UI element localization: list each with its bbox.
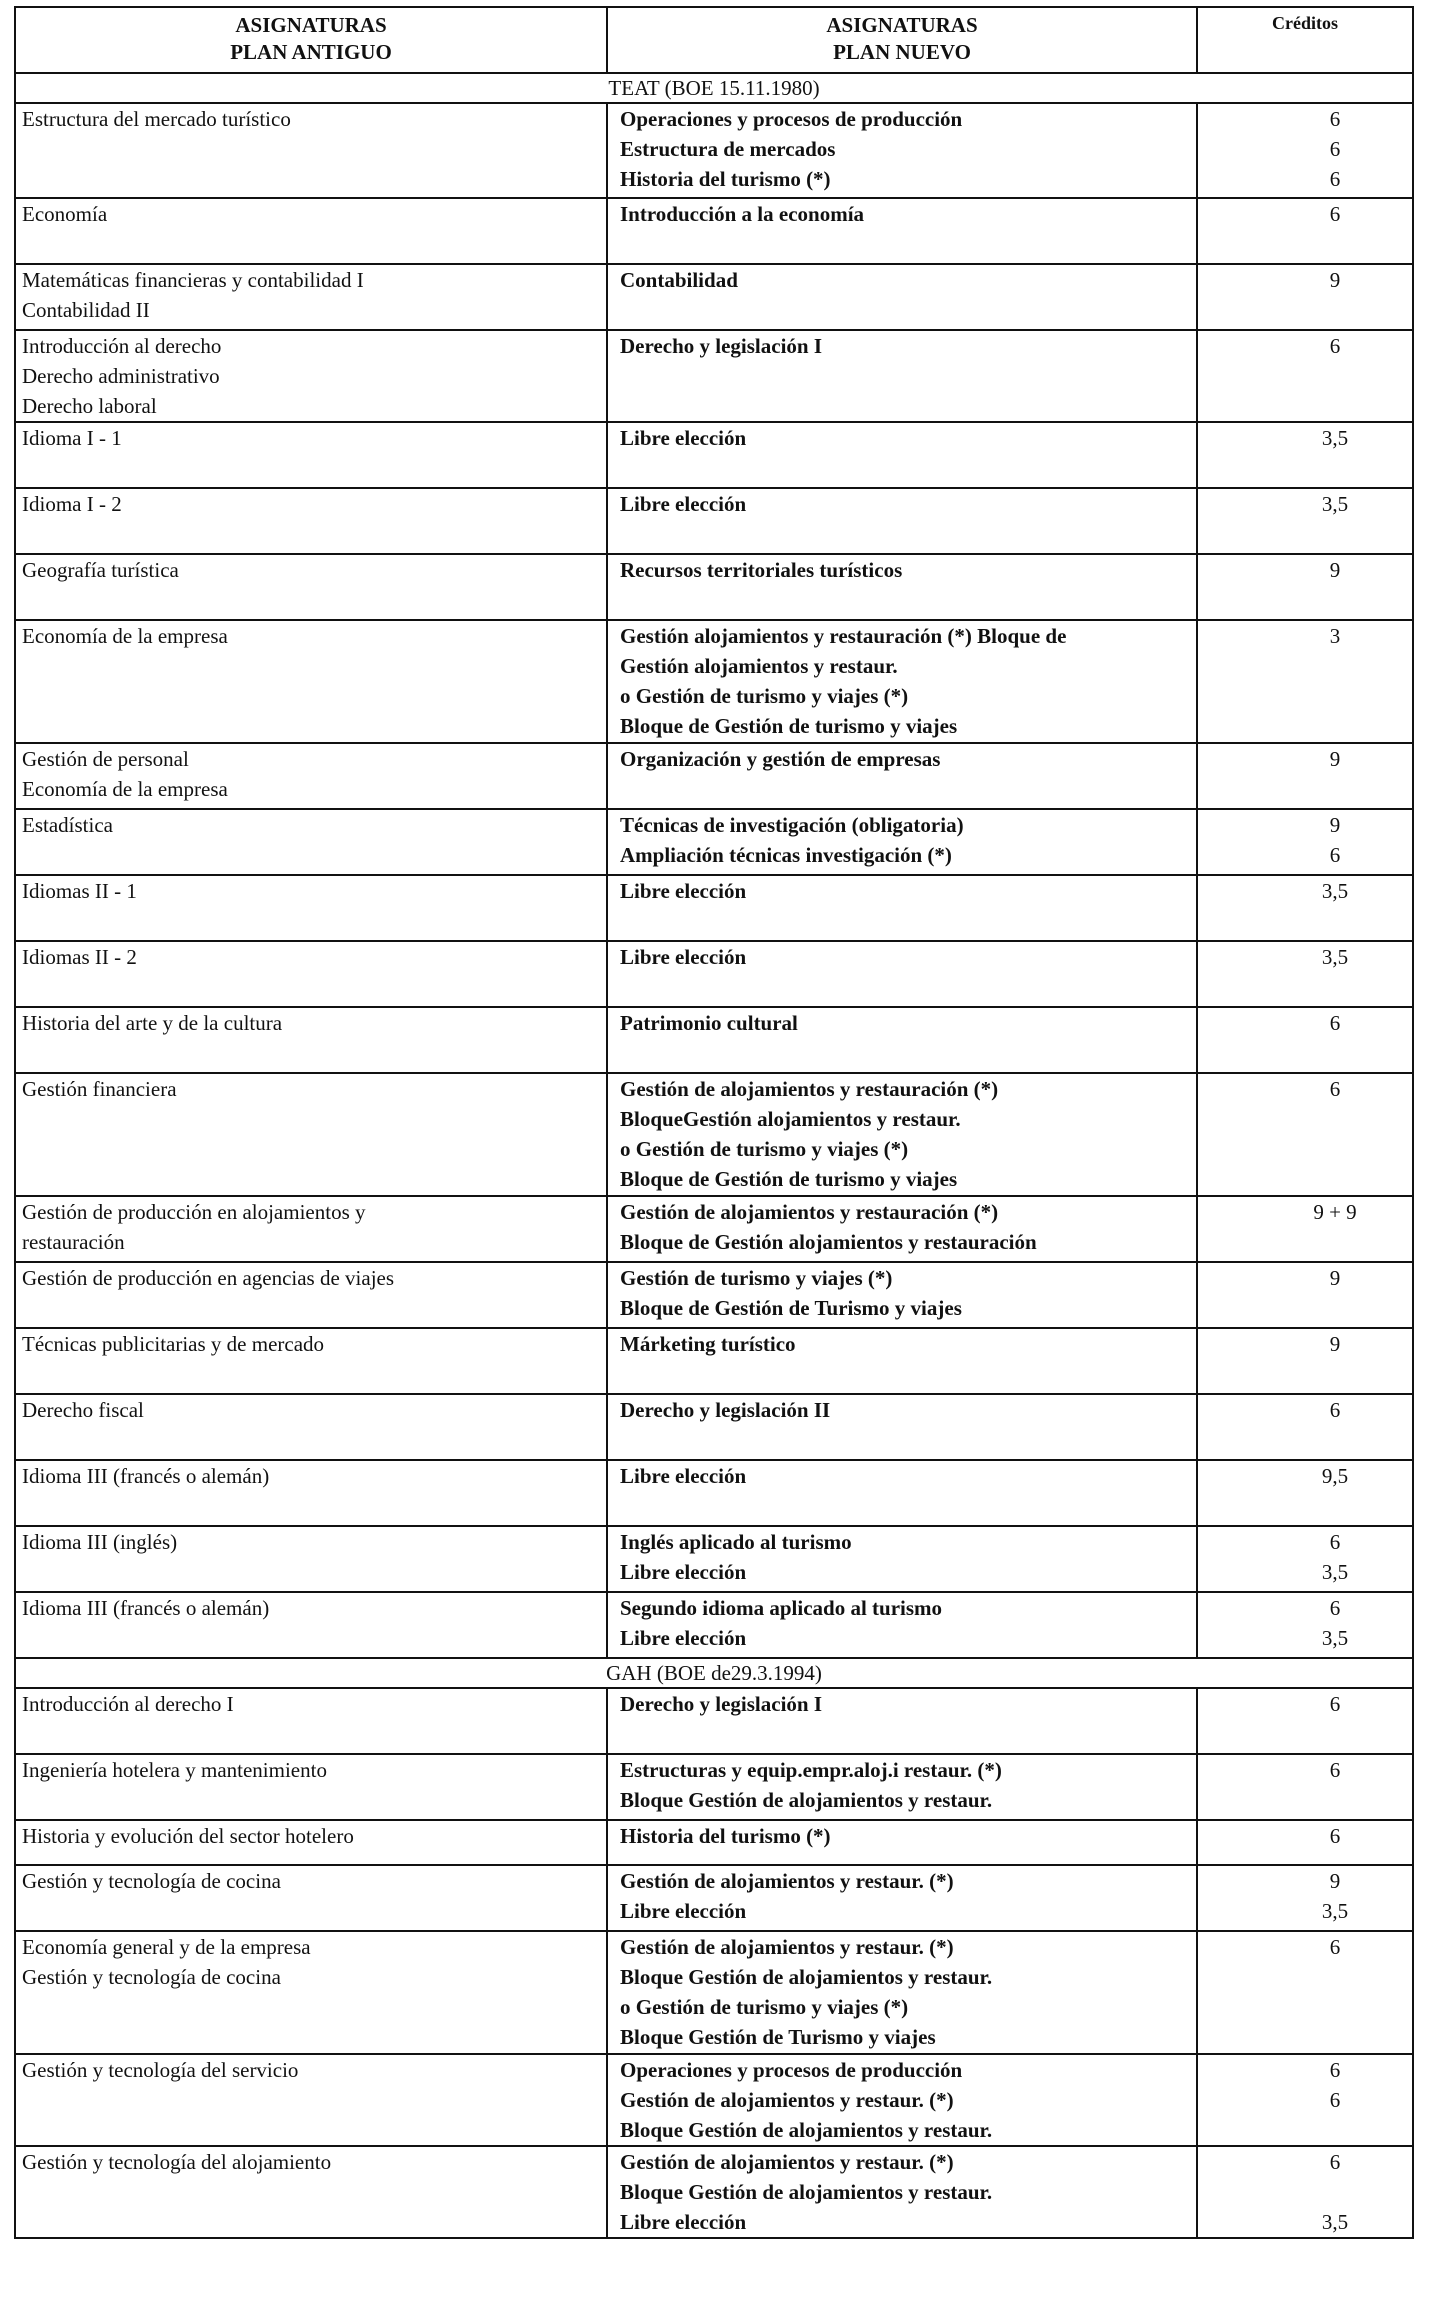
credit-value: 6 [1329, 107, 1341, 131]
table-row [15, 1931, 1413, 2054]
credit-value: 9 [1329, 268, 1341, 292]
old-plan-cell [15, 264, 607, 330]
credit-value: 3,5 [1321, 1560, 1349, 1584]
table-row [15, 743, 1413, 809]
credit-value: 9 + 9 [1313, 1200, 1357, 1224]
subject-line: Estructuras y equip.empr.aloj.i restaur. (*) [620, 1758, 1002, 1782]
old-plan-cell [15, 1931, 607, 2054]
credit-value [1198, 2177, 1412, 2207]
subject-line: Gestión y tecnología de cocina [22, 1869, 281, 1893]
subject-line: Introducción al derecho I [22, 1692, 234, 1716]
subject-line: Gestión de alojamientos y restauración (*) [620, 1200, 999, 1224]
old-plan-cell [15, 1007, 607, 1073]
old-plan-cell [15, 2146, 607, 2238]
old-plan-cell [15, 941, 607, 1007]
credits-cell [1197, 330, 1413, 422]
credit-value: 6 [1329, 1398, 1341, 1422]
credit-value: 6 [1329, 1758, 1341, 1782]
old-plan-cell [15, 809, 607, 875]
subject-line: Operaciones y procesos de producción [620, 2058, 963, 2082]
subject-line: Estadística [22, 813, 113, 837]
new-plan-cell [607, 875, 1197, 941]
credit-value: 6 [1329, 1077, 1341, 1101]
subject-line: Gestión de alojamientos y restaur. (*) [620, 2088, 954, 2112]
subject-line: Bloque de Gestión alojamientos y restauración [620, 1230, 1037, 1254]
subject-line: Técnicas publicitarias y de mercado [22, 1332, 325, 1356]
credit-value: 6 [1329, 1530, 1341, 1554]
credits-cell [1197, 809, 1413, 875]
credit-value: 3,5 [1321, 492, 1349, 516]
subject-line: Organización y gestión de empresas [620, 747, 941, 771]
section-title: GAH (BOE de29.3.1994) [15, 1658, 1413, 1688]
subject-line: Historia del turismo (*) [620, 167, 831, 191]
credits-cell [1197, 264, 1413, 330]
table-row [15, 1196, 1413, 1262]
header-new-plan: ASIGNATURAS PLAN NUEVO [607, 7, 1197, 73]
new-plan-cell [607, 1394, 1197, 1460]
table-row [15, 264, 1413, 330]
subject-line: Historia y evolución del sector hotelero [22, 1824, 354, 1848]
subject-line: Bloque Gestión de alojamientos y restaur. [620, 2118, 993, 2142]
old-plan-cell [15, 620, 607, 743]
table-row [15, 1754, 1413, 1820]
credit-value: 9 [1329, 1266, 1341, 1290]
old-plan-cell [15, 422, 607, 488]
subject-line: Economía de la empresa [22, 777, 228, 801]
subject-line: Bloque de Gestión de turismo y viajes [620, 1167, 958, 1191]
new-plan-cell [607, 103, 1197, 198]
new-plan-cell [607, 488, 1197, 554]
old-plan-cell [15, 1592, 607, 1658]
new-plan-cell [607, 941, 1197, 1007]
credit-value: 9 [1329, 813, 1341, 837]
credits-cell [1197, 743, 1413, 809]
new-plan-cell [607, 809, 1197, 875]
subject-line: Historia del turismo (*) [620, 1824, 831, 1848]
section-title: TEAT (BOE 15.11.1980) [15, 73, 1413, 103]
old-plan-cell [15, 1394, 607, 1460]
subject-line: Patrimonio cultural [620, 1011, 798, 1035]
table-row [15, 1460, 1413, 1526]
table-row [15, 198, 1413, 264]
credit-value: 6 [1329, 2088, 1341, 2112]
credits-cell [1197, 1328, 1413, 1394]
credits-cell [1197, 1931, 1413, 2054]
subject-line: Márketing turístico [620, 1332, 796, 1356]
credit-value: 3 [1329, 624, 1341, 648]
subject-line: Gestión financiera [22, 1077, 177, 1101]
table-row [15, 809, 1413, 875]
credit-value: 3,5 [1321, 2210, 1349, 2234]
subject-line: Gestión de producción en alojamientos y [22, 1200, 366, 1224]
new-plan-cell [607, 1931, 1197, 2054]
credits-cell [1197, 1865, 1413, 1931]
credits-cell [1197, 1754, 1413, 1820]
table-row [15, 1394, 1413, 1460]
subject-line: Bloque Gestión de alojamientos y restaur. [620, 1965, 993, 1989]
subject-line: Derecho y legislación I [620, 334, 823, 358]
subject-line: BloqueGestión alojamientos y restaur. [620, 1107, 961, 1131]
old-plan-cell [15, 1262, 607, 1328]
new-plan-cell [607, 1460, 1197, 1526]
subject-line: Gestión de alojamientos y restaur. (*) [620, 1935, 954, 1959]
subject-line: Introducción a la economía [620, 202, 865, 226]
subject-line: o Gestión de turismo y viajes (*) [620, 684, 909, 708]
new-plan-cell [607, 1592, 1197, 1658]
subject-line: Gestión y tecnología del alojamiento [22, 2150, 332, 2174]
credit-value: 6 [1329, 202, 1341, 226]
old-plan-cell [15, 1688, 607, 1754]
subject-line: Estructura de mercados [620, 137, 836, 161]
subject-line: Bloque Gestión de alojamientos y restaur. [620, 1788, 993, 1812]
credits-cell [1197, 2054, 1413, 2146]
equivalence-table [14, 6, 1414, 2239]
header-old-plan: ASIGNATURAS PLAN ANTIGUO [15, 7, 607, 73]
table-row [15, 1820, 1413, 1865]
credits-cell [1197, 1007, 1413, 1073]
new-plan-cell [607, 1196, 1197, 1262]
subject-line: Bloque de Gestión de Turismo y viajes [620, 1296, 962, 1320]
table-row [15, 2146, 1413, 2238]
new-plan-cell [607, 1007, 1197, 1073]
subject-line: Libre elección [620, 1899, 747, 1923]
subject-line: Idioma III (inglés) [22, 1530, 178, 1554]
section-row [15, 1658, 1413, 1688]
table-body [15, 73, 1413, 2238]
credit-value: 6 [1329, 334, 1341, 358]
equivalence-document [14, 6, 1412, 2239]
subject-line: Gestión de alojamientos y restaur. (*) [620, 1869, 954, 1893]
table-header-row [15, 7, 1413, 73]
table-row [15, 554, 1413, 620]
subject-line: Bloque Gestión de alojamientos y restaur. [620, 2180, 993, 2204]
credit-value: 6 [1329, 1824, 1341, 1848]
table-row [15, 875, 1413, 941]
subject-line: Segundo idioma aplicado al turismo [620, 1596, 943, 1620]
table-row [15, 330, 1413, 422]
subject-line: Geografía turística [22, 558, 179, 582]
new-plan-cell [607, 2146, 1197, 2238]
credits-cell [1197, 1526, 1413, 1592]
credits-cell [1197, 1196, 1413, 1262]
subject-line: Introducción al derecho [22, 334, 222, 358]
subject-line: Economía [22, 202, 108, 226]
subject-line: Ampliación técnicas investigación (*) [620, 843, 952, 867]
subject-line: Gestión de alojamientos y restaur. (*) [620, 2150, 954, 2174]
table-row [15, 1526, 1413, 1592]
credit-value: 9 [1329, 747, 1341, 771]
credit-value: 9,5 [1321, 1464, 1349, 1488]
old-plan-cell [15, 1460, 607, 1526]
table-row [15, 1262, 1413, 1328]
subject-line: Libre elección [620, 1626, 747, 1650]
credit-value: 9 [1329, 558, 1341, 582]
new-plan-cell [607, 1865, 1197, 1931]
credit-value: 6 [1329, 137, 1341, 161]
subject-line: o Gestión de turismo y viajes (*) [620, 1137, 909, 1161]
credits-cell [1197, 620, 1413, 743]
subject-line: Idiomas II - 2 [22, 945, 137, 969]
credits-cell [1197, 554, 1413, 620]
new-plan-cell [607, 743, 1197, 809]
new-plan-cell [607, 422, 1197, 488]
subject-line: Derecho laboral [22, 394, 157, 418]
table-row [15, 488, 1413, 554]
credit-value: 3,5 [1321, 1626, 1349, 1650]
credit-value: 6 [1329, 843, 1341, 867]
subject-line: Derecho y legislación II [620, 1398, 831, 1422]
subject-line: Contabilidad [620, 268, 738, 292]
subject-line: Gestión y tecnología de cocina [22, 1965, 281, 1989]
new-plan-cell [607, 1073, 1197, 1196]
credits-cell [1197, 422, 1413, 488]
old-plan-cell [15, 554, 607, 620]
old-plan-cell [15, 743, 607, 809]
subject-line: Contabilidad II [22, 298, 150, 322]
subject-line: Matemáticas financieras y contabilidad I [22, 268, 364, 292]
table-row [15, 1865, 1413, 1931]
subject-line: Historia del arte y de la cultura [22, 1011, 283, 1035]
table-row [15, 1592, 1413, 1658]
old-plan-cell [15, 1754, 607, 1820]
credits-cell [1197, 103, 1413, 198]
new-plan-cell [607, 264, 1197, 330]
new-plan-cell [607, 554, 1197, 620]
credits-cell [1197, 1688, 1413, 1754]
subject-line: Técnicas de investigación (obligatoria) [620, 813, 964, 837]
subject-line: Gestión alojamientos y restauración (*) Bloque de [620, 624, 1067, 648]
subject-line: Gestión y tecnología del servicio [22, 2058, 299, 2082]
old-plan-cell [15, 1820, 607, 1865]
section-row [15, 73, 1413, 103]
new-plan-cell [607, 1328, 1197, 1394]
subject-line: Derecho fiscal [22, 1398, 144, 1422]
credits-cell [1197, 1820, 1413, 1865]
credits-cell [1197, 1073, 1413, 1196]
new-plan-cell [607, 2054, 1197, 2146]
credit-value: 3,5 [1321, 879, 1349, 903]
old-plan-cell [15, 1328, 607, 1394]
new-plan-cell [607, 1526, 1197, 1592]
credit-value: 6 [1329, 1692, 1341, 1716]
subject-line: Gestión de turismo y viajes (*) [620, 1266, 893, 1290]
subject-line: Estructura del mercado turístico [22, 107, 291, 131]
subject-line: Economía de la empresa [22, 624, 228, 648]
table-row [15, 1073, 1413, 1196]
subject-line: Libre elección [620, 492, 747, 516]
credit-value: 3,5 [1321, 426, 1349, 450]
credit-value: 6 [1329, 2058, 1341, 2082]
table-row [15, 620, 1413, 743]
credit-value: 6 [1329, 1011, 1341, 1035]
subject-line: Operaciones y procesos de producción [620, 107, 963, 131]
subject-line: Derecho administrativo [22, 364, 220, 388]
subject-line: Ingeniería hotelera y mantenimiento [22, 1758, 327, 1782]
subject-line: Bloque de Gestión de turismo y viajes [620, 714, 958, 738]
old-plan-cell [15, 875, 607, 941]
new-plan-cell [607, 330, 1197, 422]
old-plan-cell [15, 330, 607, 422]
table-row [15, 103, 1413, 198]
subject-line: Derecho y legislación I [620, 1692, 823, 1716]
table-row [15, 1688, 1413, 1754]
credits-cell [1197, 198, 1413, 264]
subject-line: Libre elección [620, 1464, 747, 1488]
new-plan-cell [607, 198, 1197, 264]
subject-line: Libre elección [620, 2210, 747, 2234]
subject-line: o Gestión de turismo y viajes (*) [620, 1995, 909, 2019]
new-plan-cell [607, 1262, 1197, 1328]
old-plan-cell [15, 2054, 607, 2146]
credit-value: 3,5 [1321, 1899, 1349, 1923]
credit-value: 6 [1329, 167, 1341, 191]
subject-line: Economía general y de la empresa [22, 1935, 311, 1959]
header-credits: Créditos [1197, 7, 1413, 73]
credits-cell [1197, 1262, 1413, 1328]
subject-line: Libre elección [620, 1560, 747, 1584]
subject-line: Libre elección [620, 879, 747, 903]
old-plan-cell [15, 1865, 607, 1931]
subject-line: Idioma I - 2 [22, 492, 122, 516]
table-row [15, 1007, 1413, 1073]
new-plan-cell [607, 1820, 1197, 1865]
credits-cell [1197, 1460, 1413, 1526]
old-plan-cell [15, 488, 607, 554]
subject-line: Gestión de personal [22, 747, 189, 771]
new-plan-cell [607, 620, 1197, 743]
table-row [15, 941, 1413, 1007]
credit-value: 6 [1329, 1596, 1341, 1620]
old-plan-cell [15, 1073, 607, 1196]
table-row [15, 422, 1413, 488]
old-plan-cell [15, 103, 607, 198]
credit-value: 6 [1329, 2150, 1341, 2174]
subject-line: Gestión alojamientos y restaur. [620, 654, 898, 678]
credits-cell [1197, 488, 1413, 554]
subject-line: Recursos territoriales turísticos [620, 558, 903, 582]
credit-value: 9 [1329, 1332, 1341, 1356]
subject-line: Bloque Gestión de Turismo y viajes [620, 2025, 936, 2049]
old-plan-cell [15, 198, 607, 264]
subject-line: Idioma I - 1 [22, 426, 122, 450]
subject-line: Idiomas II - 1 [22, 879, 137, 903]
subject-line: Gestión de producción en agencias de viajes [22, 1266, 395, 1290]
new-plan-cell [607, 1688, 1197, 1754]
credit-value: 3,5 [1321, 945, 1349, 969]
credit-value: 9 [1329, 1869, 1341, 1893]
subject-line: Libre elección [620, 945, 747, 969]
subject-line: Idioma III (francés o alemán) [22, 1596, 270, 1620]
credits-cell [1197, 1394, 1413, 1460]
new-plan-cell [607, 1754, 1197, 1820]
credits-cell [1197, 875, 1413, 941]
subject-line: Libre elección [620, 426, 747, 450]
credits-cell [1197, 2146, 1413, 2238]
subject-line: restauración [22, 1230, 125, 1254]
subject-line: Inglés aplicado al turismo [620, 1530, 852, 1554]
old-plan-cell [15, 1526, 607, 1592]
credit-value: 6 [1329, 1935, 1341, 1959]
credits-cell [1197, 1592, 1413, 1658]
table-row [15, 1328, 1413, 1394]
subject-line: Idioma III (francés o alemán) [22, 1464, 270, 1488]
old-plan-cell [15, 1196, 607, 1262]
credits-cell [1197, 941, 1413, 1007]
table-row [15, 2054, 1413, 2146]
subject-line: Gestión de alojamientos y restauración (*) [620, 1077, 999, 1101]
